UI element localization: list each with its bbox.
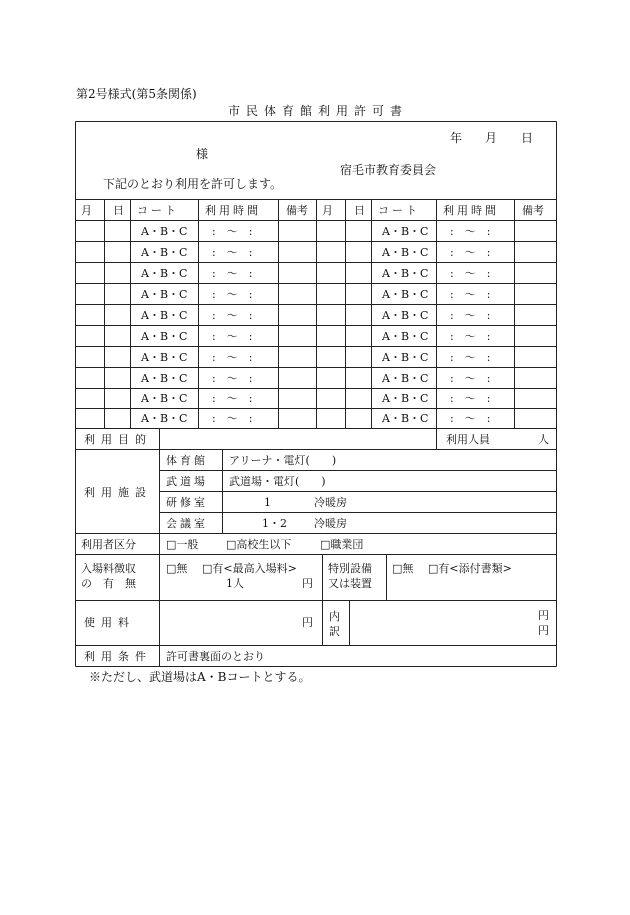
header-month: 月	[81, 204, 92, 217]
facility-training-option: 冷暖房	[314, 496, 347, 509]
row-court: A・B・C	[382, 225, 429, 238]
header-day-2: 日	[354, 204, 365, 217]
row-time: : 〜 :	[212, 412, 253, 425]
row-court: A・B・C	[141, 392, 188, 405]
header-month-2: 月	[322, 204, 333, 217]
page-title: 市民体育館利用許可書	[228, 104, 409, 118]
facility-training-detail: 1	[264, 496, 271, 509]
header-note-2: 備考	[522, 204, 544, 217]
row-time: : 〜 :	[450, 225, 491, 238]
user-category-label: 利用者区分	[81, 538, 136, 551]
row-court: A・B・C	[382, 267, 429, 280]
facility-dojo-detail: 武道場・電灯( )	[229, 475, 326, 488]
facility-gym-name: 体育館	[166, 454, 208, 467]
row-court: A・B・C	[141, 412, 188, 425]
equipment-none-checkbox[interactable]: □無	[392, 562, 414, 575]
row-court: A・B・C	[141, 267, 188, 280]
row-time: : 〜 :	[450, 330, 491, 343]
row-time: : 〜 :	[450, 412, 491, 425]
addressee-suffix: 様	[196, 147, 209, 161]
row-time: : 〜 :	[212, 267, 253, 280]
breakdown-unit-2: 円	[538, 624, 549, 637]
admission-label-line2: の 有 無	[81, 577, 136, 590]
facility-label: 利用施設	[84, 486, 152, 499]
facility-meeting-name: 会議室	[166, 517, 208, 530]
row-time: : 〜 :	[450, 288, 491, 301]
header-time: 利用時間	[205, 204, 261, 217]
row-court: A・B・C	[382, 309, 429, 322]
admission-unit: 円	[302, 577, 313, 590]
footnote: ※ただし、武道場はA・Bコートとする。	[89, 670, 311, 684]
row-time: : 〜 :	[450, 246, 491, 259]
permission-notice: 下記のとおり利用を許可します。	[103, 177, 283, 191]
breakdown-label-line2: 訳	[329, 625, 340, 638]
row-court: A・B・C	[382, 246, 429, 259]
row-time: : 〜 :	[450, 351, 491, 364]
admission-per-person: 1人	[226, 577, 244, 590]
row-time: : 〜 :	[212, 330, 253, 343]
row-court: A・B・C	[141, 309, 188, 322]
row-court: A・B・C	[382, 288, 429, 301]
form-number: 第2号様式(第5条関係)	[76, 87, 197, 101]
row-time: : 〜 :	[450, 267, 491, 280]
header-day: 日	[113, 204, 124, 217]
fee-label: 使用料	[84, 616, 135, 629]
date-day-label: 日	[521, 131, 534, 145]
facility-meeting-detail: 1・2	[262, 517, 287, 530]
equipment-label-line1: 特別設備	[328, 562, 372, 575]
attendees-label: 利用人員	[446, 433, 490, 446]
row-time: : 〜 :	[212, 392, 253, 405]
header-note: 備考	[286, 204, 308, 217]
row-court: A・B・C	[141, 330, 188, 343]
row-time: : 〜 :	[212, 246, 253, 259]
equipment-label-line2: 又は装置	[328, 577, 372, 590]
purpose-label: 利用目的	[84, 433, 152, 446]
admission-yes-checkbox[interactable]: □有<最高入場料>	[202, 562, 297, 575]
row-court: A・B・C	[141, 225, 188, 238]
facility-dojo-name: 武道場	[166, 475, 208, 488]
fee-unit: 円	[302, 616, 313, 629]
row-time: : 〜 :	[212, 225, 253, 238]
row-time: : 〜 :	[450, 372, 491, 385]
header-court-2: コート	[378, 204, 420, 217]
row-court: A・B・C	[382, 372, 429, 385]
user-category-student[interactable]: □高校生以下	[226, 538, 292, 551]
attendees-unit: 人	[538, 433, 549, 446]
row-court: A・B・C	[141, 246, 188, 259]
row-time: : 〜 :	[212, 288, 253, 301]
row-court: A・B・C	[141, 288, 188, 301]
row-court: A・B・C	[382, 392, 429, 405]
issuer-name: 宿毛市教育委員会	[340, 163, 437, 177]
header-court: コート	[137, 204, 179, 217]
breakdown-label-line1: 内	[329, 610, 340, 623]
row-time: : 〜 :	[450, 392, 491, 405]
row-court: A・B・C	[141, 372, 188, 385]
row-time: : 〜 :	[450, 309, 491, 322]
row-court: A・B・C	[141, 351, 188, 364]
admission-none-checkbox[interactable]: □無	[166, 562, 188, 575]
conditions-label: 利用条件	[84, 650, 152, 663]
date-year-label: 年	[450, 131, 463, 145]
user-category-business[interactable]: □職業団	[320, 538, 364, 551]
user-category-general[interactable]: □一般	[166, 538, 199, 551]
row-court: A・B・C	[382, 412, 429, 425]
facility-meeting-option: 冷暖房	[314, 517, 347, 530]
row-court: A・B・C	[382, 330, 429, 343]
date-month-label: 月	[485, 131, 498, 145]
row-time: : 〜 :	[212, 372, 253, 385]
admission-label-line1: 入場料徴収	[81, 562, 136, 575]
row-time: : 〜 :	[212, 309, 253, 322]
breakdown-unit-1: 円	[538, 609, 549, 622]
header-time-2: 利用時間	[443, 204, 499, 217]
row-time: : 〜 :	[212, 351, 253, 364]
equipment-yes-checkbox[interactable]: □有<添付書類>	[428, 562, 512, 575]
facility-gym-detail: アリーナ・電灯( )	[229, 454, 337, 467]
facility-training-name: 研修室	[166, 496, 208, 509]
conditions-value: 許可書裏面のとおり	[166, 650, 265, 663]
row-court: A・B・C	[382, 351, 429, 364]
